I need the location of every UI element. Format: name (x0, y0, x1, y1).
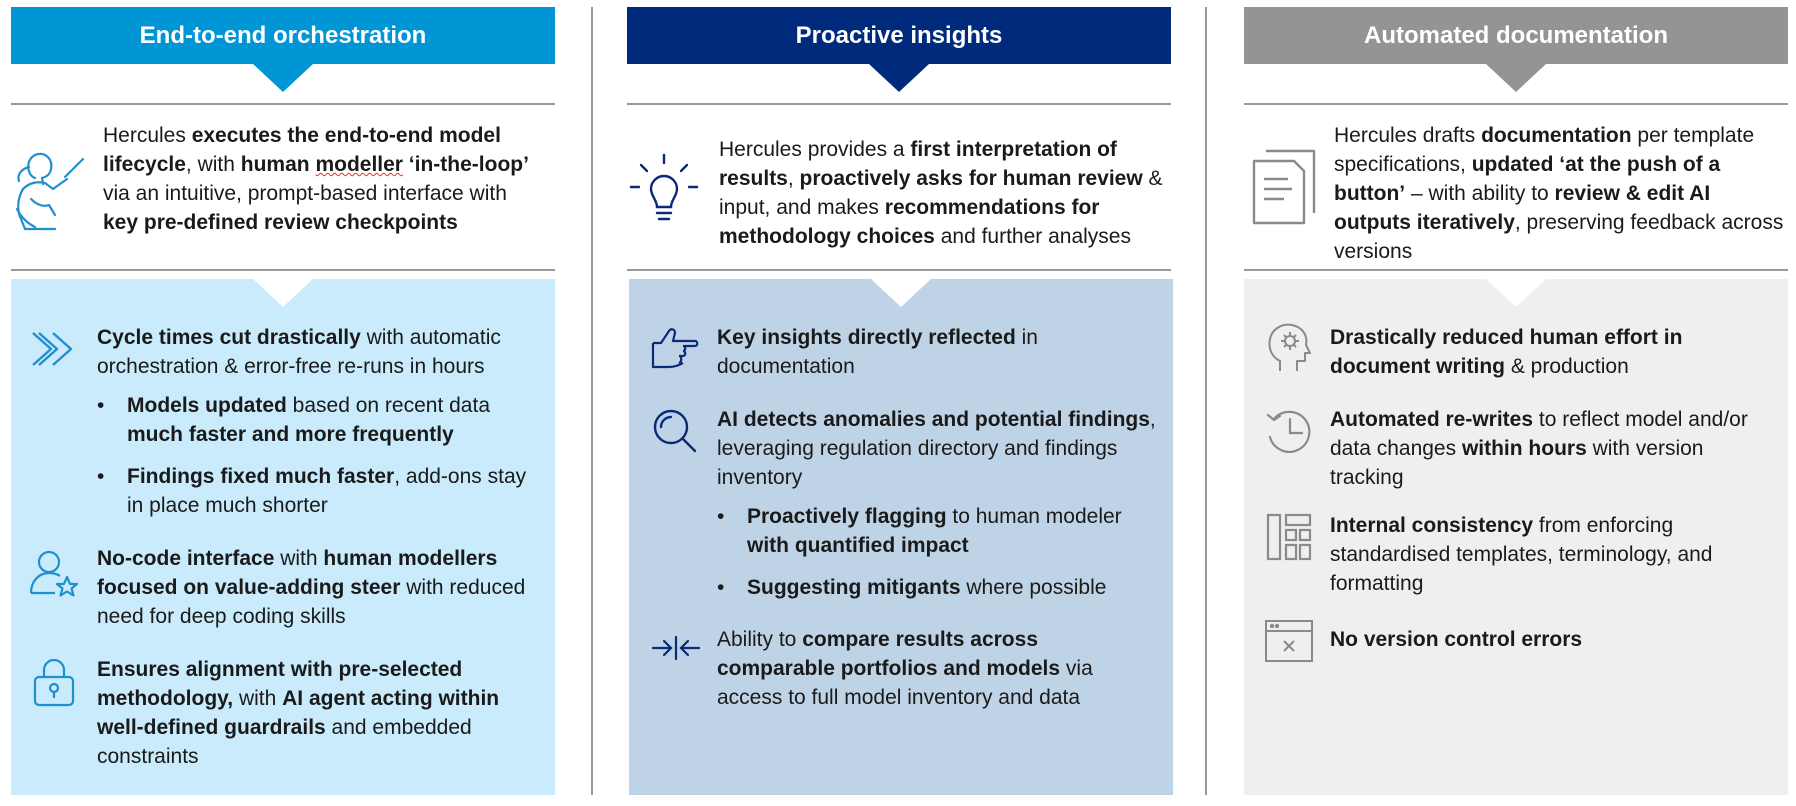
lightbulb-icon (629, 153, 699, 225)
template-layout-icon (1266, 513, 1312, 561)
box-pointer (253, 279, 313, 307)
pointing-hand-icon (649, 325, 703, 371)
padlock-icon (33, 659, 75, 707)
modeller-conductor-icon (9, 149, 87, 233)
intro-section (11, 107, 555, 267)
bullet-item: • Models updated based on recent data much faster and more frequently (97, 391, 537, 449)
bullet-list (717, 502, 1157, 602)
benefit-item: Key insights directly reflected in documentation (717, 326, 1038, 378)
divider-line (11, 269, 555, 271)
intro-text: Hercules provides a first interpretation of results, proactively asks for human review & input, and makes recommendations for methodology choices and further analyses (719, 138, 1163, 248)
benefit-item: Ability to compare results across comparable portfolios and models via access to full model inventory and data (717, 628, 1093, 709)
clock-icon (1264, 407, 1314, 457)
header-pointer (1486, 64, 1546, 92)
benefit-item: No-code interface with human modellers focused on value-adding steer with reduced need for deep coding skills (97, 547, 526, 628)
user-star-icon (29, 549, 81, 597)
benefit-item: Ensures alignment with pre-selected methodology, with AI agent acting within well-defined guardrails and embedded constraints (97, 658, 500, 768)
box-pointer (871, 279, 931, 307)
intro-text: Hercules drafts documentation per template specifications, updated ‘at the push of a button’ – with ability to review & edit AI outputs iteratively, preserving feedback across versions (1334, 124, 1784, 263)
benefit-item: Automated re-writes to reflect model and/or data changes within hours with version tracking (1330, 408, 1748, 489)
column-header (11, 7, 555, 64)
benefit-text: Cycle times cut drastically with automatic orchestration & error-free re-runs in hours (97, 326, 501, 378)
intro-section (627, 107, 1171, 267)
header-pointer (253, 64, 313, 92)
benefit-item (97, 323, 537, 533)
column-separator (591, 7, 593, 795)
benefits-box (629, 279, 1173, 795)
column-title: Automated documentation (1364, 21, 1668, 49)
bullet-list (97, 391, 537, 520)
column-documentation (1244, 7, 1788, 797)
benefits-box (11, 279, 555, 795)
divider-line (627, 269, 1171, 271)
column-header (1244, 7, 1788, 64)
column-title: End-to-end orchestration (139, 21, 427, 49)
column-header (627, 7, 1171, 64)
benefit-text: AI detects anomalies and potential findings, leveraging regulation directory and findings inventory (717, 408, 1156, 489)
benefits-box (1244, 279, 1788, 795)
benefit-item: Internal consistency from enforcing standardised templates, terminology, and formatting (1330, 514, 1713, 595)
divider-line (627, 103, 1171, 105)
benefit-item (717, 405, 1157, 615)
benefit-item: Drastically reduced human effort in document writing & production (1330, 326, 1683, 378)
column-orchestration (11, 7, 555, 797)
head-gear-icon (1266, 321, 1312, 373)
document-stack-icon (1252, 149, 1316, 225)
column-insights (627, 7, 1171, 797)
divider-line (1244, 269, 1788, 271)
header-pointer (869, 64, 929, 92)
column-separator (1205, 7, 1207, 795)
bullet-item: • Proactively flagging to human modeler with quantified impact (717, 502, 1157, 560)
window-error-icon (1264, 619, 1314, 663)
divider-line (1244, 103, 1788, 105)
intro-section (1244, 107, 1788, 267)
bullet-item: • Suggesting mitigants where possible (717, 573, 1157, 602)
intro-text: Hercules executes the end-to-end model lifecycle, with human modeller ‘in-the-loop’ via an intuitive, prompt-based interface with key pre-defined review checkpoints (103, 124, 529, 234)
fast-forward-icon (29, 329, 79, 369)
compare-arrows-icon (651, 633, 701, 663)
divider-line (11, 103, 555, 105)
box-pointer (1486, 279, 1546, 307)
column-title: Proactive insights (795, 21, 1003, 49)
magnifier-icon (651, 407, 701, 457)
benefit-item: No version control errors (1330, 628, 1583, 651)
bullet-item: • Findings fixed much faster, add-ons stay in place much shorter (97, 462, 537, 520)
